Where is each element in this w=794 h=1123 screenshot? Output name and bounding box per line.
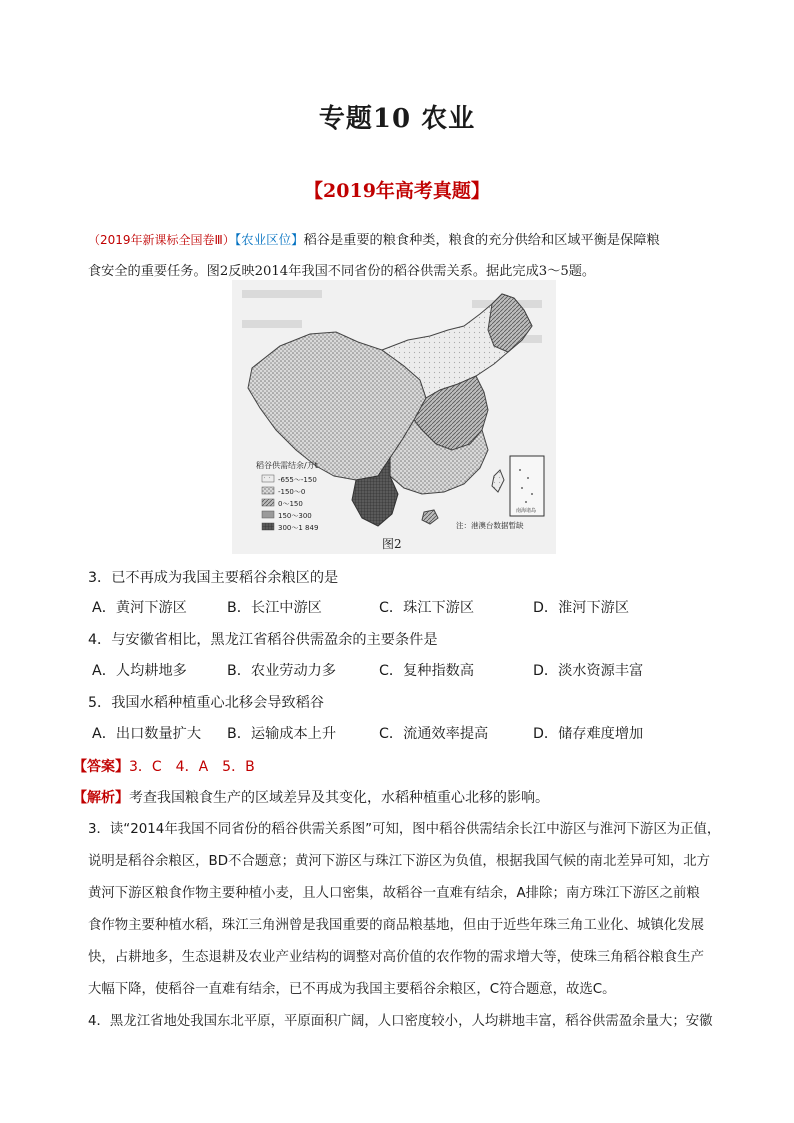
exam-source: （2019年新课标全国卷Ⅲ） bbox=[88, 233, 235, 247]
legend-swatch-1 bbox=[262, 475, 274, 482]
q3-option-d: D．淮河下游区 bbox=[533, 600, 630, 616]
analysis-label: 【解析】 bbox=[73, 790, 129, 806]
intro-text-line2: 食安全的重要任务。图2反映2014年我国不同省份的稻谷供需关系。据此完成3～5题。 bbox=[88, 264, 596, 279]
legend-swatch-2 bbox=[262, 487, 274, 494]
legend-title: 稻谷供需结余/万t bbox=[256, 461, 318, 470]
q4-option-c: C．复种指数高 bbox=[379, 663, 475, 679]
q3-option-c: C．珠江下游区 bbox=[379, 600, 475, 616]
q3-option-b: B．长江中游区 bbox=[227, 600, 322, 616]
answer-line bbox=[73, 756, 255, 776]
question-3-stem: 3．已不再成为我国主要稻谷余粮区的是 bbox=[88, 570, 339, 586]
figure-caption: 图2 bbox=[382, 537, 402, 551]
legend-item-4: 150～300 bbox=[278, 512, 312, 520]
explanation-q3-line: 3．读“2014年我国不同省份的稻谷供需关系图”可知，图中稻谷供需结余长江中游区与淮河下游区为正值， bbox=[88, 822, 721, 837]
explanation-q4 bbox=[88, 1006, 728, 1038]
explanation-q3-line: 说明是稻谷余粮区，BD不合题意；黄河下游区与珠江下游区为负值，根据我国气候的南北差异可知，北方 bbox=[88, 854, 711, 869]
legend-item-2: -150～0 bbox=[278, 488, 306, 496]
analysis-line bbox=[73, 787, 549, 807]
explanation-q3 bbox=[88, 814, 728, 1006]
page-title: 专题10 农业 bbox=[318, 104, 476, 134]
legend-swatch-4 bbox=[262, 511, 274, 518]
q4-option-b: B．农业劳动力多 bbox=[227, 663, 337, 679]
explanation-q3-line: 快，占耕地多，生态退耕及农业产业结构的调整对高价值的农作物的需求增大等，使珠三角稻谷粮食生产 bbox=[88, 950, 704, 965]
question-4-stem: 4．与安徽省相比，黑龙江省稻谷供需盈余的主要条件是 bbox=[88, 632, 438, 648]
explanation-q3-line: 大幅下降，使稻谷一直难有结余，已不再成为我国主要稻谷余粮区，C符合题意，故选C。 bbox=[88, 982, 616, 997]
question-intro bbox=[88, 224, 720, 287]
legend-item-1: -655～-150 bbox=[278, 476, 317, 484]
q5-option-a: A．出口数量扩大 bbox=[92, 726, 202, 742]
q4-option-d: D．淡水资源丰富 bbox=[533, 663, 644, 679]
legend-swatch-3 bbox=[262, 499, 274, 506]
question-5-stem: 5．我国水稻种植重心北移会导致稻谷 bbox=[88, 695, 325, 711]
section-heading: 【2019年高考真题】 bbox=[304, 180, 490, 202]
q3-option-a: A．黄河下游区 bbox=[92, 600, 187, 616]
legend-item-3: 0～150 bbox=[278, 500, 303, 508]
analysis-text: 考查我国粮食生产的区域差异及其变化，水稻种植重心北移的影响。 bbox=[129, 790, 549, 806]
topic-tag: 【农业区位】 bbox=[234, 232, 304, 247]
q5-option-b: B．运输成本上升 bbox=[227, 726, 337, 742]
q5-option-c: C．流通效率提高 bbox=[379, 726, 489, 742]
rice-supply-map bbox=[232, 280, 556, 554]
map-note: 注：港澳台数据暂缺 bbox=[456, 521, 524, 530]
q5-option-d: D．储存难度增加 bbox=[533, 726, 644, 742]
inset-label: 南海诸岛 bbox=[516, 508, 537, 514]
legend-swatch-5 bbox=[262, 523, 274, 530]
south-sea-inset bbox=[510, 456, 544, 516]
q4-option-a: A．人均耕地多 bbox=[92, 663, 187, 679]
answer-label: 【答案】 bbox=[73, 759, 129, 775]
answer-value: 3．C 4．A 5．B bbox=[129, 759, 255, 775]
explanation-q4-line: 4．黑龙江省地处我国东北平原，平原面积广阔，人口密度较小，人均耕地丰富，稻谷供需盈余量大；安徽 bbox=[88, 1014, 713, 1029]
explanation-q3-line: 黄河下游区粮食作物主要种植小麦，且人口密集，故稻谷一直难有结余，A排除；南方珠江下游区之前粮 bbox=[88, 886, 700, 901]
explanation-q3-line: 食作物主要种植水稻，珠江三角洲曾是我国重要的商品粮基地，但由于近些年珠三角工业化、城镇化发展 bbox=[88, 918, 704, 933]
legend-item-5: 300～1 849 bbox=[278, 524, 319, 532]
intro-text-line1: 稻谷是重要的粮食种类，粮食的充分供给和区域平衡是保障粮 bbox=[303, 233, 660, 248]
